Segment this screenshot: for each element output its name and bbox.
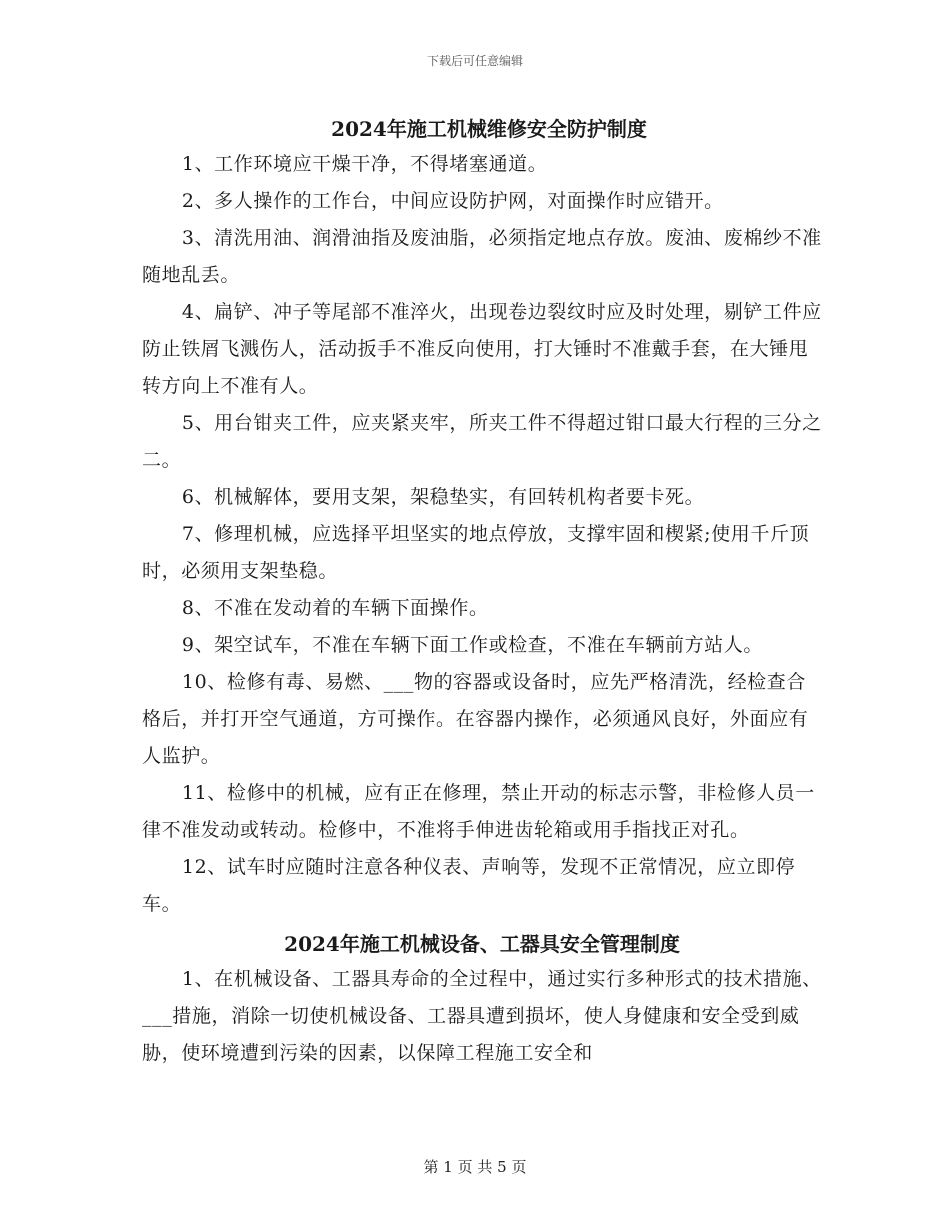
- paragraph: 4、扁铲、冲子等尾部不准淬火，出现卷边裂纹时应及时处理，剔铲工件应防止铁屑飞溅伤人，活动扳手不准反向使用，打大锤时不准戴手套，在大锤甩转方向上不准有人。: [142, 301, 822, 397]
- page-number-footer: 第 1 页 共 5 页: [423, 1158, 527, 1176]
- page-header-note: 下载后可任意编辑: [426, 54, 523, 68]
- paragraph: 9、架空试车，不准在车辆下面工作或检查，不准在车辆前方站人。: [181, 634, 763, 656]
- paragraph: 1、工作环境应干燥干净，不得堵塞通道。: [181, 153, 548, 175]
- paragraph: 2、多人操作的工作台，中间应设防护网，对面操作时应错开。: [181, 190, 724, 212]
- paragraph: 7、修理机械，应选择平坦坚实的地点停放，支撑牢固和楔紧;使用千斤顶时，必须用支架垫稳。: [142, 523, 810, 582]
- paragraph: 8、不准在发动着的车辆下面操作。: [181, 597, 489, 619]
- paragraph: 12、试车时应随时注意各种仪表、声响等，发现不正常情况，应立即停车。: [142, 856, 796, 915]
- paragraph: 3、清洗用油、润滑油指及废油脂，必须指定地点存放。废油、废棉纱不准随地乱丢。: [142, 227, 822, 286]
- paragraph: 5、用台钳夹工件，应夹紧夹牢，所夹工件不得超过钳口最大行程的三分之二。: [142, 412, 822, 471]
- section-title-maintenance: 2024年施工机械维修安全防护制度: [331, 117, 647, 141]
- section-title-equipment: 2024年施工机械设备、工器具安全管理制度: [284, 932, 680, 956]
- paragraph: 10、检修有毒、易燃、___物的容器或设备时，应先严格清洗，经检查合格后，并打开空气通道，方可操作。在容器内操作，必须通风良好，外面应有人监护。: [142, 671, 809, 767]
- paragraph: 6、机械解体，要用支架，架稳垫实，有回转机构者要卡死。: [181, 486, 705, 508]
- paragraph: 1、在机械设备、工器具寿命的全过程中，通过实行多种形式的技术措施、___措施，消除一切使机械设备、工器具遭到损坏，使人身健康和安全受到威胁，使环境遭到污染的因素，以保障工程施工安全和: [142, 968, 822, 1064]
- paragraph: 11、检修中的机械，应有正在修理，禁止开动的标志示警，非检修人员一律不准发动或转动。检修中，不准将手伸进齿轮箱或用手指找正对孔。: [142, 782, 815, 841]
- document-body: [142, 112, 822, 1072]
